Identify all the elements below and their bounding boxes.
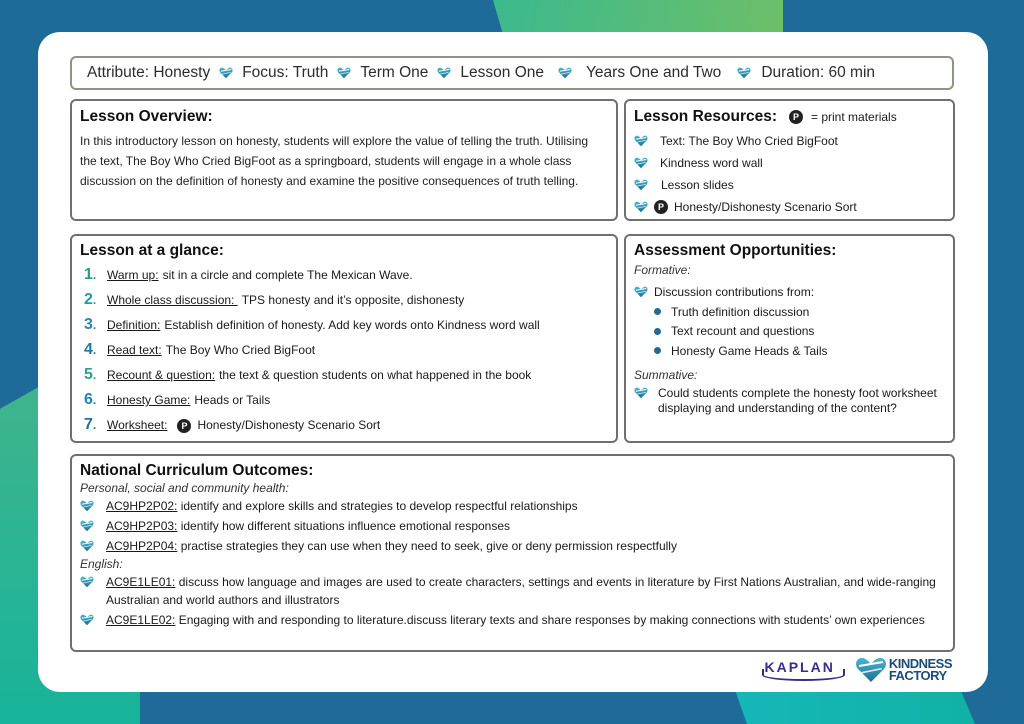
heart-icon — [219, 67, 233, 79]
background-shape-right — [735, 690, 975, 724]
heart-icon — [634, 135, 648, 147]
print-icon: P — [177, 419, 191, 433]
lesson-label: Lesson One — [460, 64, 545, 81]
heart-icon — [634, 201, 648, 213]
lesson-info-bar — [70, 56, 954, 90]
lesson-step — [80, 291, 608, 316]
lesson-step — [80, 316, 608, 341]
lesson-step — [80, 416, 608, 441]
summative-label: Summative: — [634, 367, 698, 382]
heart-icon — [80, 520, 94, 532]
heart-icon — [634, 157, 648, 169]
step-label: Whole class discussion: — [107, 293, 238, 307]
step-number: 4. — [84, 341, 97, 358]
print-legend-text: = print materials — [811, 110, 897, 124]
lesson-resources-panel — [624, 99, 955, 221]
outcome-text: identify how different situations influence emotional responses — [177, 519, 511, 533]
summative-item — [634, 386, 945, 416]
assessment-title: Assessment Opportunities: — [634, 242, 837, 259]
kindness-factory-logo — [855, 656, 952, 684]
outcome-item — [80, 573, 945, 609]
step-number: 7. — [84, 416, 97, 433]
kindness-logo-line1: KINDNESS — [888, 656, 952, 671]
outcome-item — [80, 611, 945, 629]
step-label: Recount & question: — [107, 368, 216, 382]
step-label: Honesty Game: — [107, 393, 191, 407]
resource-text: Kindness word wall — [660, 156, 763, 170]
lesson-plan-card — [38, 32, 988, 692]
step-text: Establish definition of honesty. Add key words onto Kindness word wall — [164, 318, 540, 332]
kaplan-logo: KAPLAN — [764, 659, 840, 681]
resource-item — [634, 196, 945, 218]
resource-text: Honesty/Dishonesty Scenario Sort — [674, 200, 857, 214]
duration-label: Duration: 60 min — [761, 64, 876, 81]
formative-bullet: Text recount and questions — [654, 322, 945, 342]
focus-label: Focus: Truth — [242, 64, 329, 81]
resources-list — [634, 130, 945, 218]
lesson-steps-list — [80, 266, 608, 441]
curriculum-outcomes-panel — [70, 454, 955, 652]
outcome-code[interactable]: AC9HP2P03: — [106, 519, 178, 533]
lesson-overview-panel — [70, 99, 618, 221]
step-text: Heads or Tails — [194, 393, 271, 407]
years-label: Years One and Two — [586, 64, 722, 81]
kindness-logo-line2: FACTORY — [888, 668, 947, 683]
resource-item — [634, 152, 945, 174]
print-icon: P — [654, 200, 668, 214]
step-number: 6. — [84, 391, 97, 408]
step-text: The Boy Who Cried BigFoot — [165, 343, 316, 357]
outcome-text: discuss how language and images are used to create characters, settings and events in literature by First Nations Australian, and wide-ranging Australian and world authors and illustrators — [106, 575, 936, 607]
heart-icon — [558, 67, 572, 79]
outcome-item — [80, 537, 945, 555]
formative-bullet: Honesty Game Heads & Tails — [654, 341, 945, 361]
lesson-step — [80, 366, 608, 391]
summative-item-text: Could students complete the honesty foot worksheet displaying and understanding of the content? — [658, 385, 937, 415]
outcome-code[interactable]: AC9E1LE01: — [106, 575, 176, 589]
heart-icon — [80, 500, 94, 512]
outcome-text: Engaging with and responding to literature.discuss literary texts and share responses by making connections with students’ own experiences — [175, 613, 925, 627]
outcome-group-label: English: — [80, 557, 123, 571]
outcome-code[interactable]: AC9HP2P02: — [106, 499, 178, 513]
step-label: Worksheet: — [107, 418, 168, 432]
kindness-heart-logo-icon — [855, 656, 887, 684]
outcome-text: identify and explore skills and strategies to develop respectful relationships — [177, 499, 578, 513]
step-text: Honesty/Dishonesty Scenario Sort — [197, 418, 381, 432]
step-number: 5. — [84, 366, 97, 383]
print-icon: P — [789, 110, 803, 124]
resource-item — [634, 130, 945, 152]
lesson-overview-text: In this introductory lesson on honesty, students will explore the value of telling the truth. Utilising the text, The Boy Who Cried BigFoot as a springboard, students will engage in a whole class discussion on the definition of honesty and examine the positive consequences of truth telling. — [80, 134, 589, 188]
heart-icon — [80, 576, 94, 588]
outcome-code[interactable]: AC9E1LE02: — [106, 613, 176, 627]
outcome-group-label: Personal, social and community health: — [80, 481, 289, 495]
heart-icon — [337, 67, 351, 79]
term-label: Term One — [360, 64, 429, 81]
heart-icon — [634, 286, 648, 298]
lesson-step — [80, 341, 608, 366]
step-number: 1. — [84, 266, 97, 283]
step-number: 2. — [84, 291, 97, 308]
assessment-panel — [624, 234, 955, 443]
heart-icon — [437, 67, 451, 79]
heart-icon — [634, 179, 648, 191]
formative-label: Formative: — [634, 263, 691, 277]
heart-icon — [737, 67, 751, 79]
lesson-resources-title: Lesson Resources: — [634, 108, 777, 125]
step-number: 3. — [84, 316, 97, 333]
formative-item — [634, 285, 945, 299]
step-label: Definition: — [107, 318, 161, 332]
lesson-step — [80, 391, 608, 416]
step-label: Read text: — [107, 343, 162, 357]
step-text: the text & question students on what happened in the book — [219, 368, 532, 382]
footer-logos — [764, 656, 952, 684]
attribute-label: Attribute: Honesty — [87, 64, 211, 81]
outcome-item — [80, 517, 945, 535]
heart-icon — [80, 540, 94, 552]
lesson-at-a-glance-panel — [70, 234, 618, 443]
lesson-overview-title: Lesson Overview: — [80, 108, 213, 125]
outcome-item — [80, 497, 945, 515]
formative-bullet: Truth definition discussion — [654, 302, 945, 322]
resource-item — [634, 174, 945, 196]
step-label: Warm up: — [107, 268, 159, 282]
outcome-text: practise strategies they can use when they need to seek, give or deny permission respectfully — [177, 539, 677, 553]
lesson-step — [80, 266, 608, 291]
outcome-code[interactable]: AC9HP2P04: — [106, 539, 178, 553]
heart-icon — [634, 387, 648, 399]
formative-bullets — [654, 302, 945, 361]
heart-icon — [80, 614, 94, 626]
resource-text: Lesson slides — [661, 178, 734, 192]
resource-text: Text: The Boy Who Cried BigFoot — [660, 134, 838, 148]
step-text: TPS honesty and it’s opposite, dishonesty — [241, 293, 465, 307]
lesson-at-a-glance-title: Lesson at a glance: — [80, 242, 224, 259]
formative-item-text: Discussion contributions from: — [654, 285, 815, 299]
step-text: sit in a circle and complete The Mexican Wave. — [162, 268, 413, 282]
print-legend — [789, 110, 897, 124]
curriculum-outcomes-title: National Curriculum Outcomes: — [80, 462, 314, 479]
